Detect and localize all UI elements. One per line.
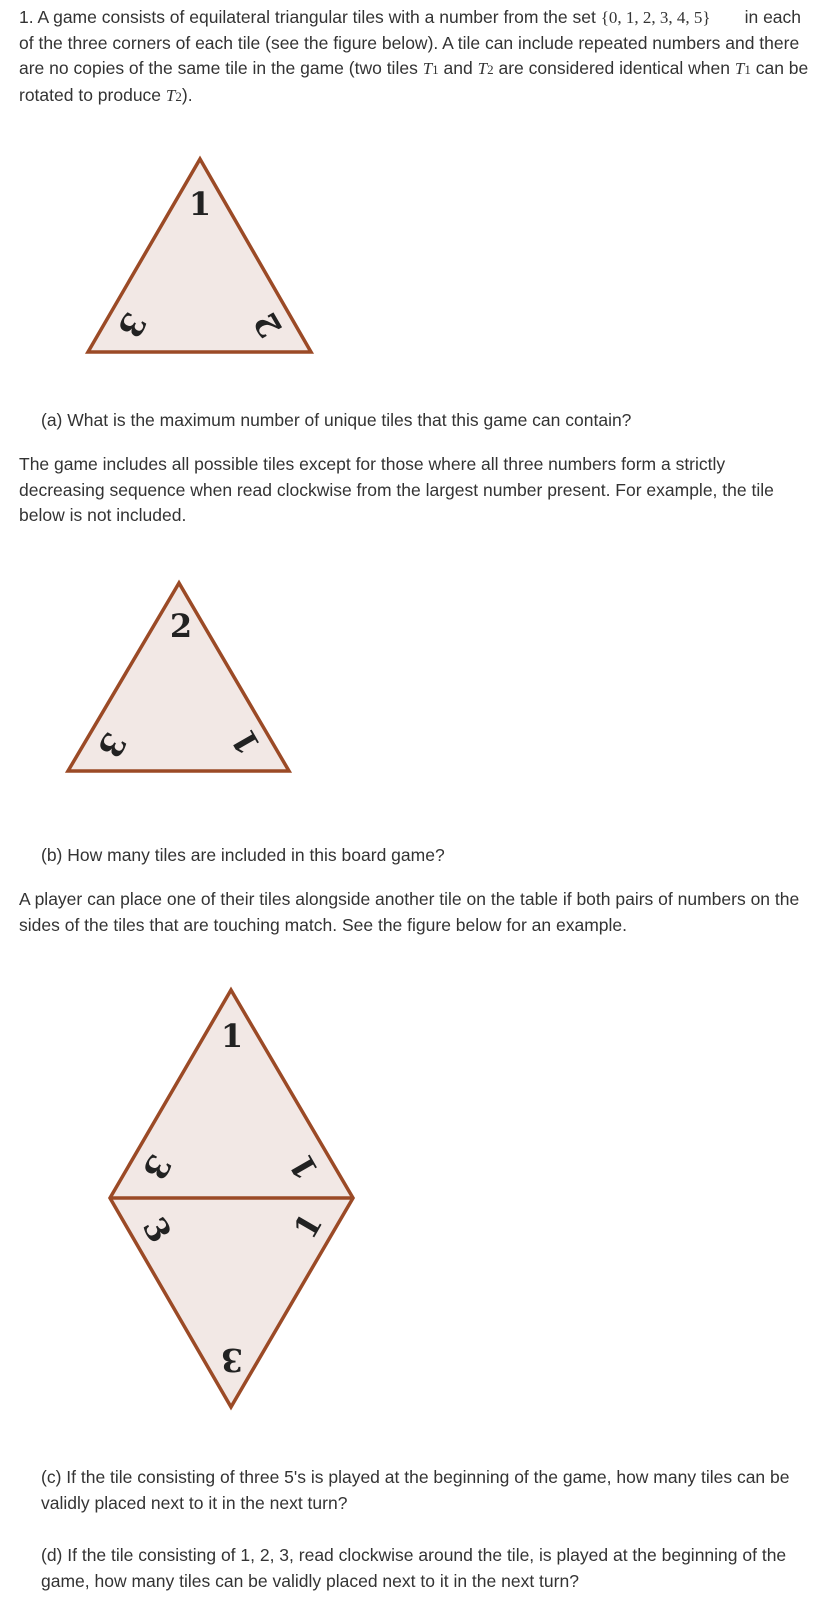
- figure-3-upper-top-number: 1: [220, 1017, 244, 1055]
- figure-3-upper-right-number: 1: [281, 1147, 327, 1187]
- paragraph-2: The game includes all possible tiles except for those where all three numbers form a strictly decreasing sequence when read clockwise from the largest number present. For example, the tile below is not included.: [19, 454, 774, 526]
- figure-3-tiles: [110, 990, 353, 1407]
- figure-3-lower-right-number: 1: [285, 1206, 331, 1246]
- figure-3-lower-bottom-number: 3: [220, 1341, 244, 1379]
- intro-text-c: are considered identical when: [498, 58, 731, 79]
- intro-text-d: can be rotated to produce: [19, 58, 809, 106]
- figure-2-tile: [68, 583, 289, 771]
- figure-2-left-number: 3: [89, 725, 135, 765]
- paragraph-3: A player can place one of their tiles alongside another tile on the table if both pairs of numbers on the sides of the tiles that are touching match. See the figure below for an example.: [19, 889, 800, 935]
- question-c: (c) If the tile consisting of three 5's is played at the beginning of the game, how many tiles can be validly placed next to it in the next turn?: [41, 1467, 790, 1513]
- and-word: and: [443, 58, 473, 79]
- figure-1-right-number: 2: [245, 305, 291, 345]
- number-set: {0, 1, 2, 3, 4, 5}: [600, 8, 711, 27]
- figure-2-top-number: 2: [169, 607, 193, 645]
- figure-3-upper-left-number: 3: [134, 1147, 180, 1187]
- intro-text-b: in each of the three corners of each tile (see the figure below). A tile can include repeated numbers and there are no copies of the same tile in the game (two tiles: [19, 7, 802, 79]
- intro-text-a: A game consists of equilateral triangular tiles with a number from the set: [37, 7, 596, 27]
- question-a: (a) What is the maximum number of unique tiles that this game can contain?: [41, 410, 632, 430]
- figure-1-top-number: 1: [188, 185, 212, 223]
- tile-t2-ref: T2: [165, 86, 182, 106]
- intro-text-e: ).: [181, 85, 193, 106]
- question-d: (d) If the tile consisting of 1, 2, 3, read clockwise around the tile, is played at the beginning of the game, how many tiles can be validly placed next to it in the next turn?: [41, 1545, 787, 1591]
- tile-t1-ref: T1: [734, 59, 751, 79]
- figure-2-right-number: 1: [223, 722, 269, 762]
- tile-t2: T2: [477, 59, 494, 79]
- question-b: (b) How many tiles are included in this board game?: [41, 845, 445, 865]
- figure-3-lower-left-number: 3: [134, 1210, 180, 1250]
- problem-number: 1.: [19, 7, 34, 27]
- tile-t1: T1: [422, 59, 439, 79]
- figure-1-tile: [88, 159, 311, 352]
- figure-1-left-number: 3: [109, 305, 155, 345]
